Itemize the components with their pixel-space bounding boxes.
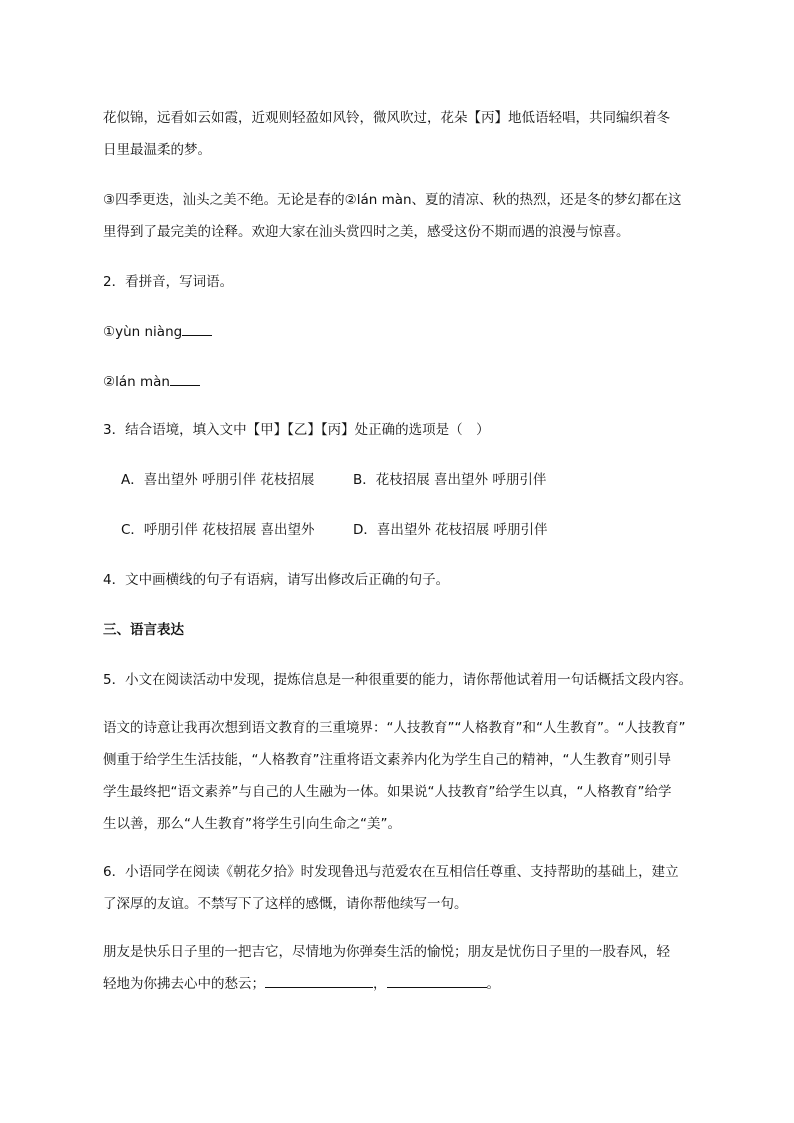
q6-prompt-line-1: 朋友是快乐日子里的一把吉它，尽情地为你弹奏生活的愉悦；朋友是忧伤日子里的一股春风，轻 bbox=[103, 944, 670, 960]
question-2-item-2 bbox=[103, 376, 703, 390]
question-6-line-1: 6．小语同学在阅读《朝花夕拾》时发现鲁迅与范爱农在互相信任尊重、支持帮助的基础上，建立 bbox=[103, 864, 679, 880]
answer-blank[interactable] bbox=[387, 986, 487, 988]
option-a: A．喜出望外 呼朋引伴 花枝招展 bbox=[121, 472, 315, 488]
q5-passage-line-2: 侧重于给学生生活技能，“人格教育”注重将语文素养内化为学生自己的精神，“人生教育”则引导 bbox=[103, 752, 671, 768]
question-5: 5．小文在阅读活动中发现，提炼信息是一种很重要的能力，请你帮他试着用一句话概括文段内容。 bbox=[103, 672, 693, 688]
passage-line-3: ③四季更迭，汕头之美不绝。无论是春的②lán màn、夏的清凉、秋的热烈，还是冬的梦幻都在这 bbox=[103, 192, 682, 208]
question-2-item-2-text: ②lán màn bbox=[103, 374, 170, 390]
q6-prompt-line-2 bbox=[103, 978, 703, 992]
question-2-item-1-text: ①yùn niàng bbox=[103, 324, 183, 340]
answer-blank[interactable] bbox=[182, 334, 212, 336]
question-4: 4．文中画横线的句子有语病，请写出修改后正确的句子。 bbox=[103, 572, 450, 588]
comma: ， bbox=[373, 976, 387, 992]
question-3: 3．结合语境，填入文中【甲】【乙】【丙】处正确的选项是（ ） bbox=[103, 422, 490, 438]
period: 。 bbox=[486, 976, 500, 992]
q5-passage-line-1: 语文的诗意让我再次想到语文教育的三重境界：“人技教育”“人格教育”和“人生教育”。“人技教育” bbox=[103, 720, 686, 736]
section-heading: 三、语言表达 bbox=[103, 622, 184, 638]
passage-line-2: 日里最温柔的梦。 bbox=[103, 142, 211, 158]
q5-passage-line-3: 学生最终把“语文素养”与自己的人生融为一体。如果说“人技教育”给学生以真，“人格教育”给学 bbox=[103, 784, 672, 800]
answer-blank[interactable] bbox=[170, 384, 200, 386]
question-2: 2．看拼音，写词语。 bbox=[103, 274, 234, 290]
answer-blank[interactable] bbox=[265, 986, 373, 988]
passage-line-1: 花似锦，远看如云如霞，近观则轻盈如风铃，微风吹过，花朵【丙】地低语轻唱，共同编织着冬 bbox=[103, 110, 670, 126]
q5-passage-line-4: 生以善，那么“人生教育”将学生引向生命之“美”。 bbox=[103, 816, 401, 832]
q6-prompt-text: 轻地为你拂去心中的愁云； bbox=[103, 976, 265, 992]
option-b: B．花枝招展 喜出望外 呼朋引伴 bbox=[353, 472, 547, 488]
option-c: C．呼朋引伴 花枝招展 喜出望外 bbox=[121, 522, 315, 538]
question-6-line-2: 了深厚的友谊。不禁写下了这样的感慨，请你帮他续写一句。 bbox=[103, 896, 468, 912]
option-d: D．喜出望外 花枝招展 呼朋引伴 bbox=[353, 522, 548, 538]
question-2-item-1 bbox=[103, 326, 703, 340]
passage-line-4: 里得到了最完美的诠释。欢迎大家在汕头赏四时之美，感受这份不期而遇的浪漫与惊喜。 bbox=[103, 224, 630, 240]
